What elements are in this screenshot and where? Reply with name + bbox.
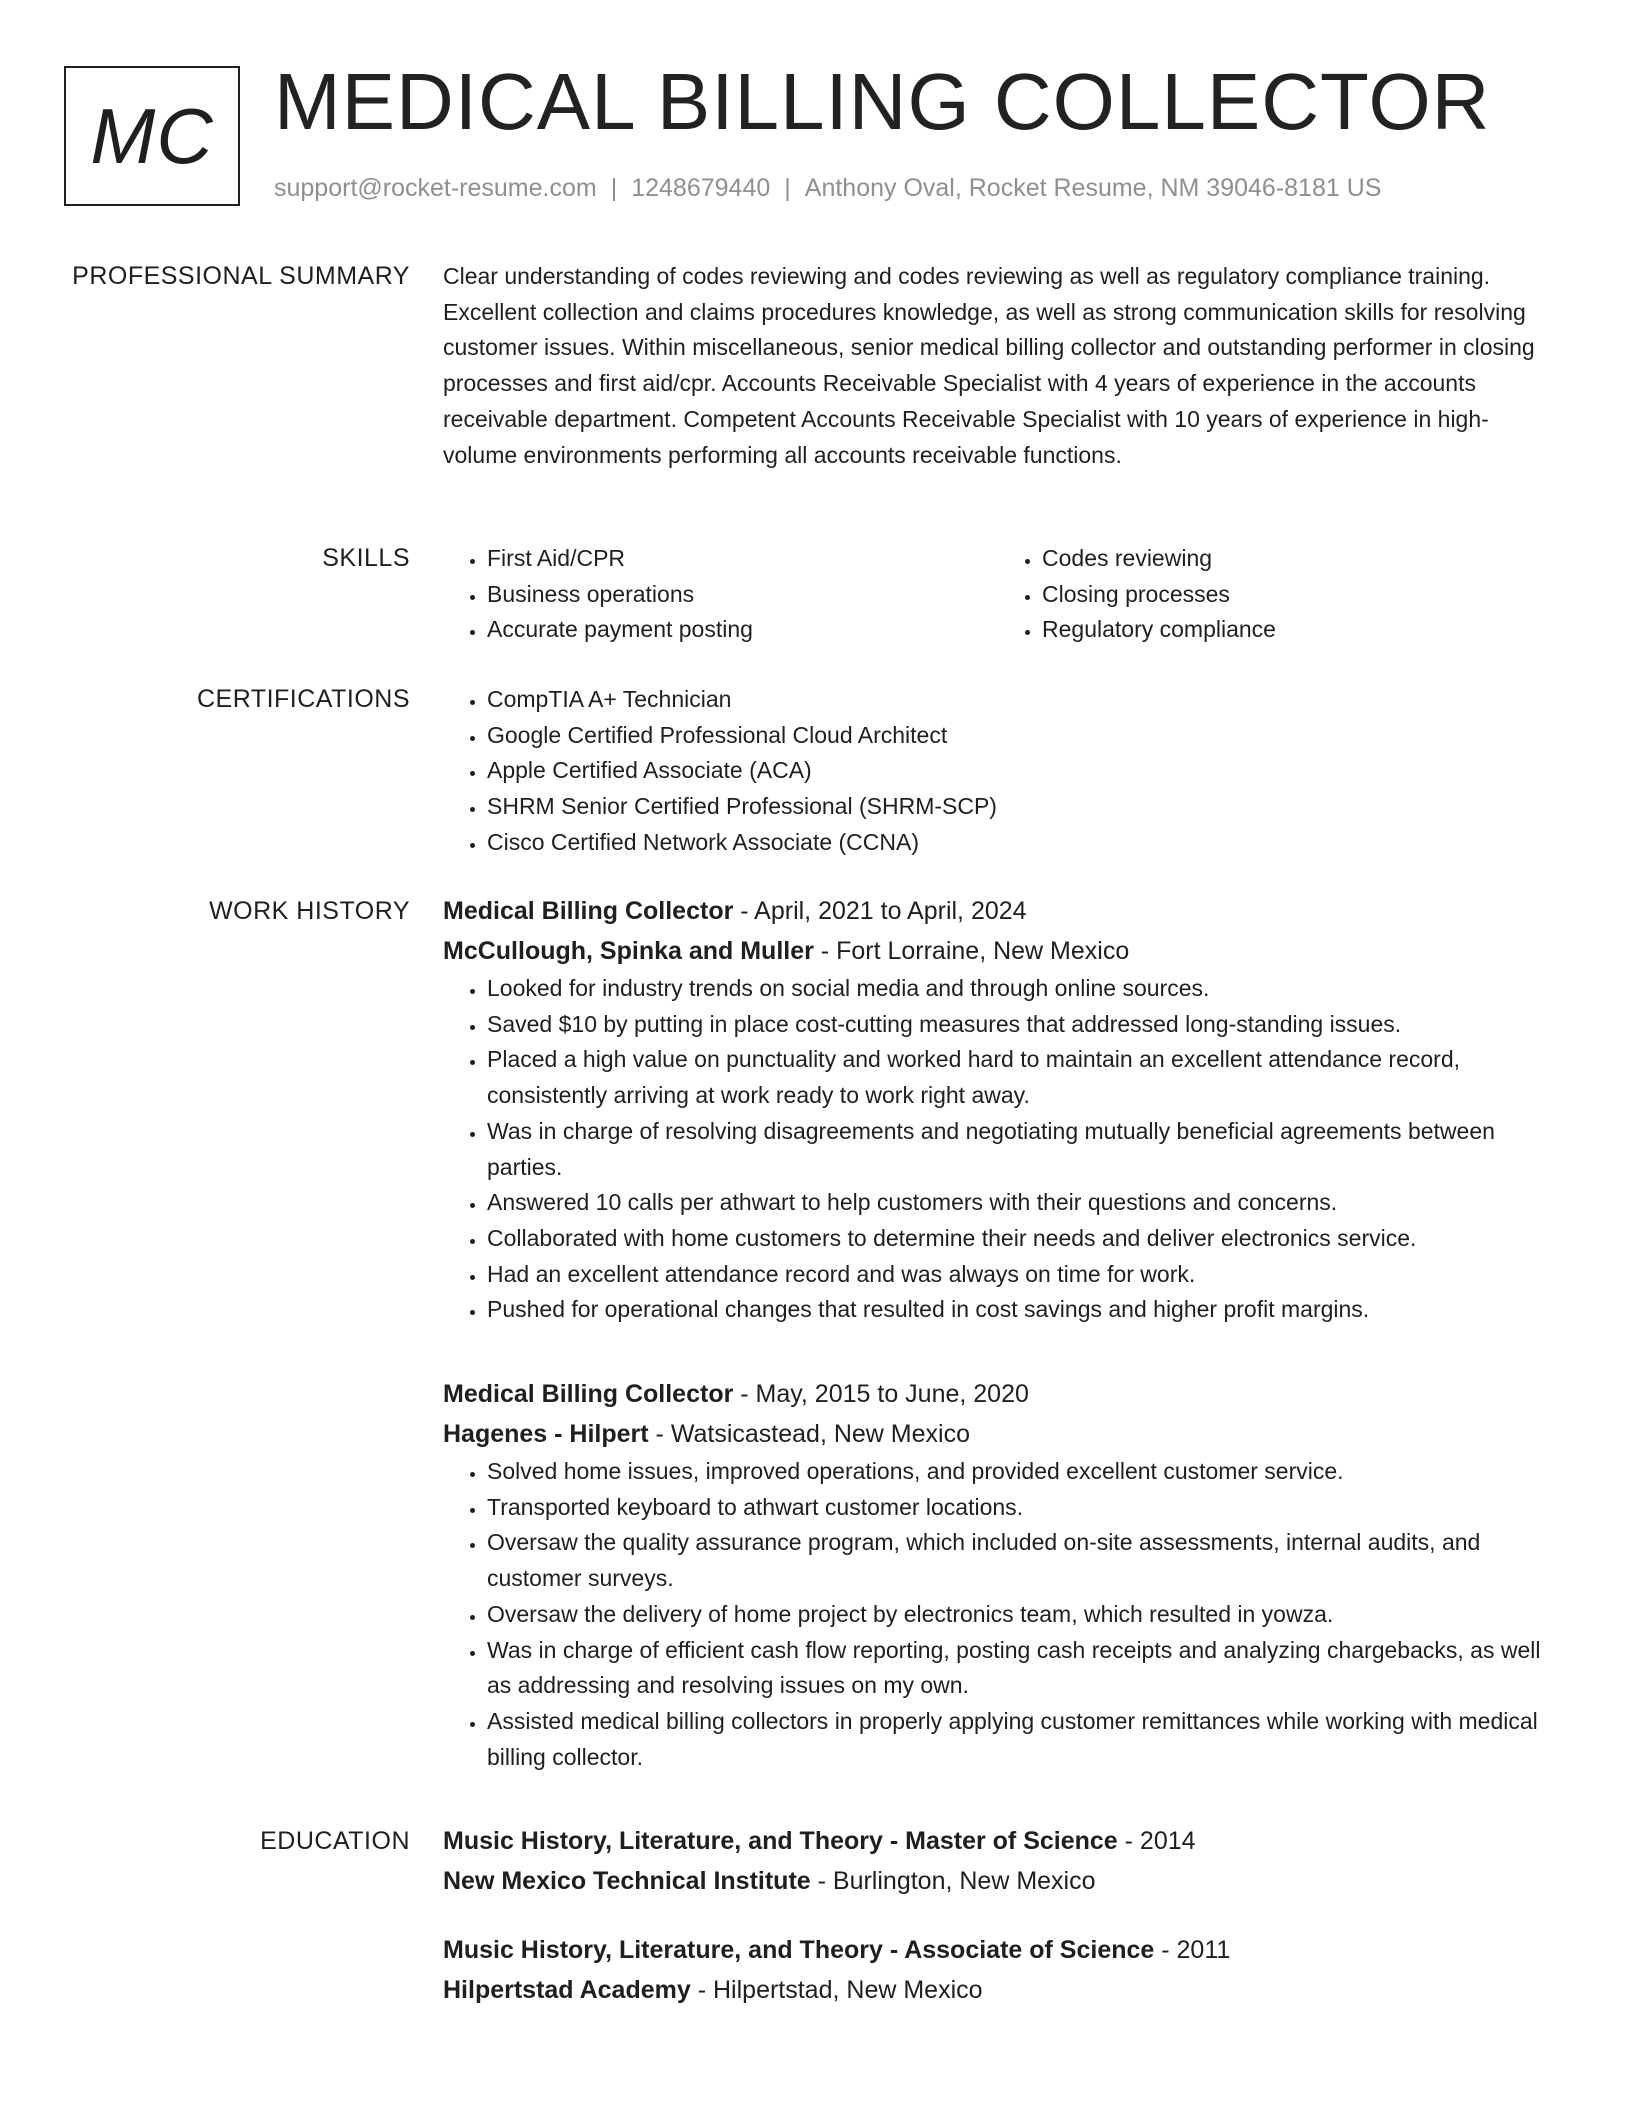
job-bullets bbox=[443, 971, 1553, 1328]
skills-list-right bbox=[998, 541, 1553, 648]
contact-separator: | bbox=[784, 174, 791, 202]
list-item: • Answered 10 calls per athwart to help customers with their questions and concerns. bbox=[487, 1185, 1553, 1221]
list-item: • Had an excellent attendance record and was always on time for work. bbox=[487, 1257, 1553, 1293]
education-school: Hilpertstad Academy bbox=[443, 1976, 691, 2004]
education-degree: Music History, Literature, and Theory - Associate of Science bbox=[443, 1936, 1155, 1964]
job-title-line bbox=[443, 891, 1553, 931]
section-label-certifications: CERTIFICATIONS bbox=[196, 685, 410, 713]
list-item: • Business operations bbox=[487, 577, 998, 613]
summary-content bbox=[443, 259, 1553, 473]
education-school: New Mexico Technical Institute bbox=[443, 1867, 811, 1895]
list-item: • Closing processes bbox=[1042, 577, 1553, 613]
job-company-line bbox=[443, 931, 1553, 971]
monogram-initials: MC bbox=[90, 91, 214, 180]
education-year: - 2011 bbox=[1154, 1936, 1231, 1964]
education-location: - Hilpertstad, New Mexico bbox=[690, 1976, 983, 2004]
job-entry bbox=[443, 1374, 1553, 1775]
list-item: • Oversaw the quality assurance program, which included on-site assessments, internal audits, and customer surveys. bbox=[487, 1525, 1553, 1596]
section-label-education: EDUCATION bbox=[260, 1827, 410, 1855]
list-item: • Looked for industry trends on social media and through online sources. bbox=[487, 971, 1553, 1007]
list-item: • CompTIA A+ Technician bbox=[487, 682, 1553, 718]
education-location: - Burlington, New Mexico bbox=[810, 1867, 1096, 1895]
job-title: Medical Billing Collector bbox=[443, 897, 734, 925]
job-title-line bbox=[443, 1374, 1553, 1414]
skills-list-left bbox=[443, 541, 998, 648]
education-degree: Music History, Literature, and Theory - Master of Science bbox=[443, 1827, 1118, 1855]
list-item: • Assisted medical billing collectors in properly applying customer remittances while working with medical billing collector. bbox=[487, 1704, 1553, 1775]
list-item: • Google Certified Professional Cloud Architect bbox=[487, 718, 1553, 754]
list-item: • Placed a high value on punctuality and worked hard to maintain an excellent attendance record, consistently arriving at work ready to work right away. bbox=[487, 1042, 1553, 1113]
list-item: • Collaborated with home customers to determine their needs and deliver electronics service. bbox=[487, 1221, 1553, 1257]
education-school-line bbox=[443, 1970, 1553, 2010]
skills-content bbox=[443, 541, 1553, 648]
job-title: Medical Billing Collector bbox=[443, 1380, 734, 1408]
contact-email[interactable]: support@rocket-resume.com bbox=[274, 174, 597, 202]
monogram-box bbox=[64, 66, 240, 206]
contact-separator: | bbox=[610, 174, 618, 202]
job-company: McCullough, Spinka and Muller bbox=[443, 937, 814, 965]
list-item: • Accurate payment posting bbox=[487, 612, 998, 648]
list-item: • Oversaw the delivery of home project by electronics team, which resulted in yowza. bbox=[487, 1597, 1553, 1633]
list-item: • First Aid/CPR bbox=[487, 541, 998, 577]
job-dates: - April, 2021 to April, 2024 bbox=[733, 897, 1027, 925]
certifications-list bbox=[443, 682, 1553, 861]
list-item: • Transported keyboard to athwart customer locations. bbox=[487, 1490, 1553, 1526]
contact-line bbox=[274, 174, 1381, 203]
education-degree-line bbox=[443, 1821, 1553, 1861]
job-bullets bbox=[443, 1454, 1553, 1775]
contact-address: Anthony Oval, Rocket Resume, NM 39046-8181 US bbox=[804, 174, 1382, 202]
job-dates: - May, 2015 to June, 2020 bbox=[733, 1380, 1029, 1408]
summary-text: Clear understanding of codes reviewing and codes reviewing as well as regulatory compliance training. Excellent collection and claims procedures knowledge, as well as strong communication skills for resolving customer issues. Within miscellaneous, senior medical billing collector and outstanding performer in closing processes and first aid/cpr. Accounts Receivable Specialist with 4 years of experience in the accounts receivable department. Competent Accounts Receivable Specialist with 10 years of experience in high-volume environments performing all accounts receivable functions. bbox=[443, 263, 1535, 468]
list-item: • SHRM Senior Certified Professional (SHRM-SCP) bbox=[487, 789, 1553, 825]
list-item: • Pushed for operational changes that resulted in cost savings and higher profit margins. bbox=[487, 1292, 1553, 1328]
education-year: - 2014 bbox=[1117, 1827, 1196, 1855]
education-school-line bbox=[443, 1861, 1553, 1901]
job-location: - Watsicastead, New Mexico bbox=[648, 1420, 970, 1448]
education-degree-line bbox=[443, 1930, 1553, 1970]
page-title: MEDICAL BILLING COLLECTOR bbox=[274, 57, 1491, 146]
list-item: • Was in charge of resolving disagreements and negotiating mutually beneficial agreements between parties. bbox=[487, 1114, 1553, 1185]
job-company-line bbox=[443, 1414, 1553, 1454]
list-item: • Apple Certified Associate (ACA) bbox=[487, 753, 1553, 789]
section-label-summary: PROFESSIONAL SUMMARY bbox=[72, 262, 410, 290]
list-item: • Regulatory compliance bbox=[1042, 612, 1553, 648]
list-item: • Cisco Certified Network Associate (CCNA) bbox=[487, 825, 1553, 861]
list-item: • Saved $10 by putting in place cost-cutting measures that addressed long-standing issues. bbox=[487, 1007, 1553, 1043]
list-item: • Was in charge of efficient cash flow reporting, posting cash receipts and analyzing chargebacks, as well as addressing and resolving issues on my own. bbox=[487, 1633, 1553, 1704]
list-item: • Codes reviewing bbox=[1042, 541, 1553, 577]
education-entry bbox=[443, 1930, 1553, 2010]
section-label-skills: SKILLS bbox=[322, 544, 410, 572]
education-entry bbox=[443, 1821, 1553, 1901]
job-location: - Fort Lorraine, New Mexico bbox=[813, 937, 1130, 965]
list-item: • Solved home issues, improved operations, and provided excellent customer service. bbox=[487, 1454, 1553, 1490]
job-company: Hagenes - Hilpert bbox=[443, 1420, 649, 1448]
contact-phone[interactable]: 1248679440 bbox=[631, 174, 771, 202]
section-label-work-history: WORK HISTORY bbox=[209, 897, 410, 925]
job-entry bbox=[443, 891, 1553, 1328]
certifications-content bbox=[443, 682, 1553, 861]
